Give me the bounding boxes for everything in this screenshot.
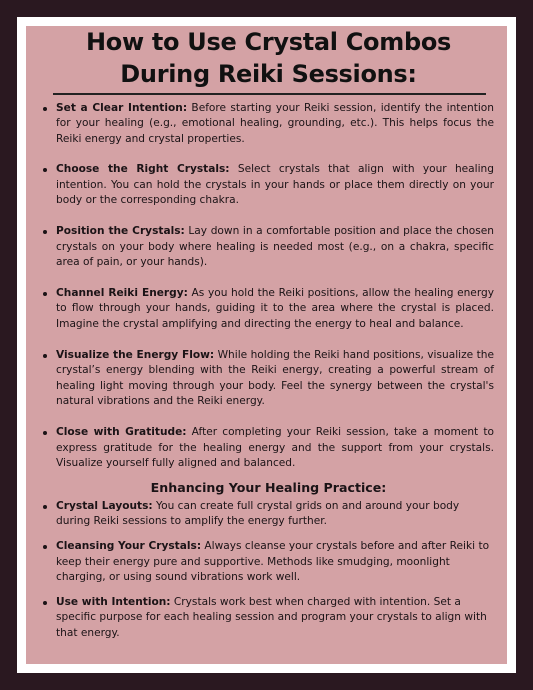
item-lead: Cleansing Your Crystals: [56, 539, 202, 552]
list-item [43, 499, 494, 530]
item-text: While holding the Reiki hand positions, visualize the crystal’s energy blending with the Reiki energy, creating a powerful stream of healing light moving through your body. Feel the synergy between the crystal's natural vibrations and the Reiki energy. [56, 348, 494, 408]
item-text: Crystals work best when charged with intention. Set a specific purpose for each healing session and program your crystals to align with that energy. [56, 595, 487, 639]
item-lead: Channel Reiki Energy: [56, 286, 188, 299]
content-panel [26, 26, 507, 664]
list-item [43, 162, 494, 209]
list-item [43, 348, 494, 410]
list-item [43, 595, 494, 642]
list-item [43, 286, 494, 333]
item-text: Before starting your Reiki session, identify the intention for your healing (e.g., emotional healing, grounding, etc.). This helps focus the Reiki energy and crystal properties. [56, 101, 494, 145]
item-lead: Set a Clear Intention: [56, 101, 188, 114]
list-item [43, 425, 494, 472]
title-divider [53, 93, 486, 95]
item-text: Always cleanse your crystals before and after Reiki to keep their energy pure and supportive. Methods like smudging, moonlight charging, or using sound vibrations work well. [56, 539, 490, 584]
list-item [43, 224, 494, 271]
item-text: As you hold the Reiki positions, allow the healing energy to flow through your hands, guiding it to the area where the crystal is placed. Imagine the crystal amplifying and directing the energy to heal and balance. [56, 286, 494, 331]
item-lead: Use with Intention: [56, 595, 171, 608]
section-heading: Enhancing Your Healing Practice: [150, 479, 387, 495]
item-lead: Crystal Layouts: [56, 499, 153, 512]
list-item [43, 539, 494, 586]
steps-list [43, 101, 494, 472]
item-text: Select crystals that align with your healing intention. You can hold the crystals in your hands or place them directly on your body or the corresponding chakra. [56, 163, 494, 207]
item-lead: Position the Crystals: [56, 225, 185, 238]
tips-list [43, 499, 494, 642]
list-item [43, 101, 494, 148]
item-lead: Choose the Right Crystals: [56, 163, 230, 176]
item-lead: Close with Gratitude: [56, 426, 187, 438]
item-text: After completing your Reiki session, take a moment to express gratitude for the healing energy and the support from your crystals. Visualize yourself fully aligned and balanced. [56, 426, 494, 470]
page-title: How to Use Crystal Combos During Reiki Sessions: [85, 28, 452, 88]
item-lead: Visualize the Energy Flow: [56, 348, 215, 361]
item-text: You can create full crystal grids on and around your body during Reiki sessions to amplify the energy further. [56, 499, 460, 528]
item-text: Lay down in a comfortable position and place the chosen crystals on your body where healing is needed most (e.g., on a chakra, specific area of pain, or your hands). [56, 225, 494, 269]
